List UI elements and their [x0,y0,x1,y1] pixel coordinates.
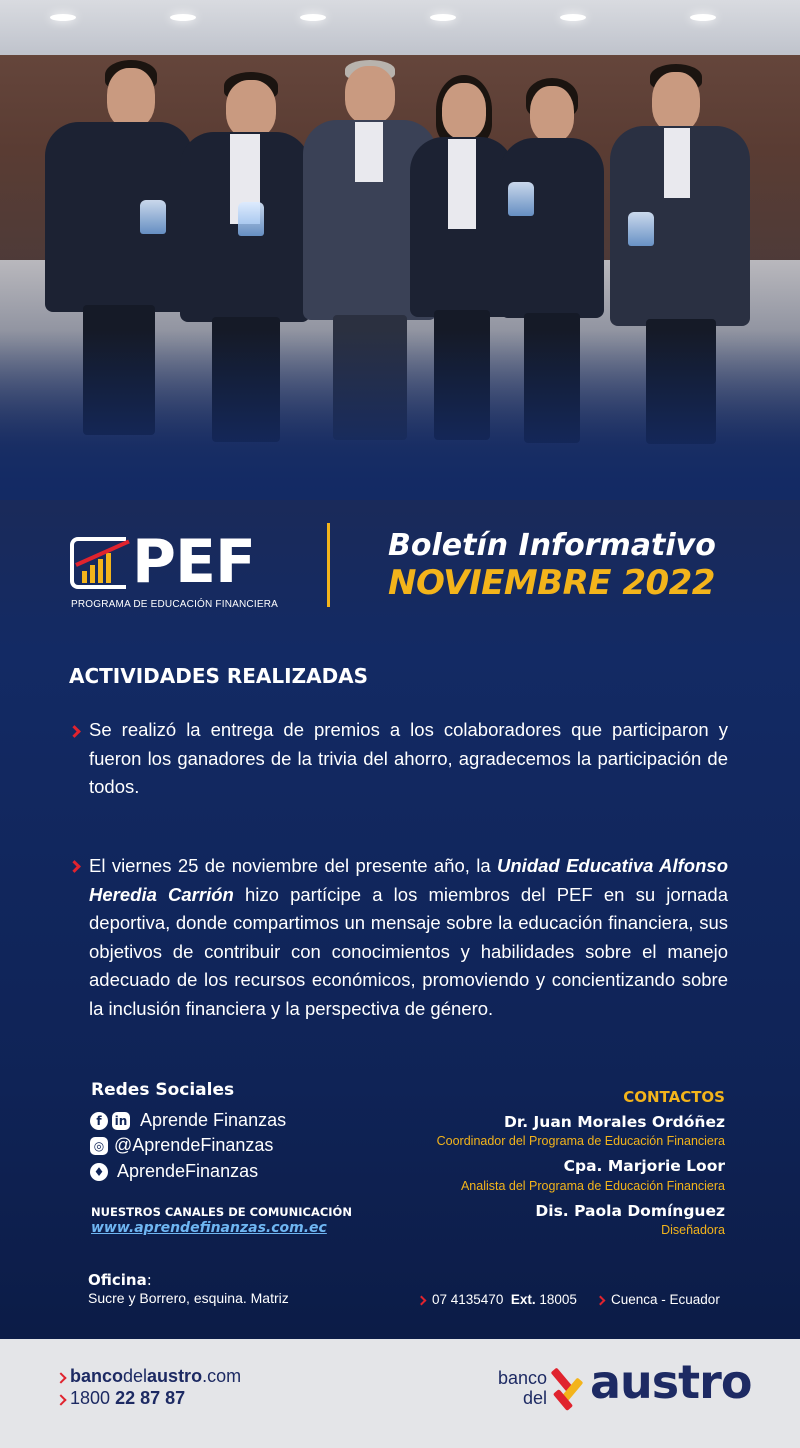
ceiling-light [170,14,196,21]
ceiling-light [300,14,326,21]
bank-mark-icon [553,1367,583,1413]
pef-logo [70,527,278,613]
bank-logo-wordmark: austro [590,1355,752,1409]
footer-website[interactable] [70,1366,241,1387]
social-facebook-label: Aprende Finanzas [140,1110,287,1130]
activity-item-1: Se realizó la entrega de premios a los colaboradores que participaron y fueron los ganadores de la trivia del ahorro, agradecemos la participación de todos. [89,719,728,797]
footer-phone-bold: 22 87 87 [115,1388,186,1408]
logo-wordmark: PEF [132,527,255,597]
contact-name: Dis. Paola Domínguez [535,1202,725,1220]
contact-role: Diseñadora [661,1223,725,1237]
activity-item-2 [89,852,728,1023]
activities-title: ACTIVIDADES REALIZADAS [69,664,369,688]
office-city: Cuenca - Ecuador [611,1292,720,1307]
photo-ceiling [0,0,800,55]
bank-logo-small-text [485,1368,547,1408]
office-label-text: Oficina [88,1271,147,1289]
footer-web-part: austro [147,1366,203,1386]
twitter-icon[interactable]: ♦ [90,1163,108,1181]
contact-role: Analista del Programa de Educación Financiera [460,1179,725,1193]
social-instagram[interactable] [90,1135,273,1156]
footer-phone-pre: 1800 [70,1388,111,1408]
instagram-icon[interactable]: ◎ [90,1137,108,1155]
chevron-right-icon [68,725,81,738]
chevron-right-icon [68,860,81,873]
office-address: Sucre y Borrero, esquina. Matriz [88,1290,289,1306]
social-twitter[interactable] [90,1161,258,1182]
footer-phone[interactable] [70,1388,185,1409]
ceiling-light [560,14,586,21]
header-divider [327,523,330,607]
chevron-right-icon [596,1296,606,1306]
group-photo [0,0,800,500]
contacts-title: CONTACTOS [623,1088,725,1106]
footer-web-part: del [123,1366,148,1386]
social-instagram-label: @AprendeFinanzas [114,1135,274,1155]
footer-web-part: banco [70,1366,124,1386]
ceiling-light [690,14,716,21]
activity-item-2-highlight: Unidad Educativa Alfonso Heredia Carrión [89,855,729,905]
photo-fade [0,330,800,500]
ext-number: 18005 [539,1292,577,1307]
chevron-right-icon [417,1296,427,1306]
social-twitter-label: AprendeFinanzas [117,1161,259,1181]
office-label-colon: : [146,1271,152,1289]
website-link[interactable]: www.aprendefinanzas.com.ec [91,1220,327,1236]
bulletin-title: Boletín Informativo [388,528,716,563]
contact-name: Dr. Juan Morales Ordóñez [503,1113,725,1131]
logo-subtitle: PROGRAMA DE EDUCACIÓN FINANCIERA [71,599,278,610]
footer-web-part: .com [202,1366,242,1386]
linkedin-icon[interactable]: in [112,1112,130,1130]
contact-role: Coordinador del Programa de Educación Financiera [436,1134,725,1148]
activity-item-2-post: hizo partícipe a los miembros del PEF en su jornada deportiva, donde compartimos un mensaje sobre la educación financiera, sus objetivos de contribuir con conocimientos y habilidades sobre el manejo adecuado de los recursos económicos, promoviendo y concientizando sobre la inclusión financiera y la perspectiva de género. [89,883,729,1019]
phone-number: 07 4135470 [432,1292,504,1307]
facebook-icon[interactable]: f [90,1112,108,1130]
office-label [88,1271,152,1289]
channels-label: NUESTROS CANALES DE COMUNICACIÓN [91,1205,352,1219]
social-facebook-linkedin[interactable] [90,1110,286,1131]
bulletin-month: NOVIEMBRE 2022 [388,563,715,603]
ceiling-light [50,14,76,21]
activity-item-2-pre: El viernes 25 de noviembre del presente año, la [89,855,498,876]
bank-logo-line: del [522,1388,547,1408]
office-phone[interactable] [432,1292,577,1307]
ceiling-light [430,14,456,21]
social-title: Redes Sociales [91,1080,235,1100]
contact-name: Cpa. Marjorie Loor [563,1157,725,1175]
bank-logo-line: banco [497,1368,547,1388]
ext-label: Ext. [510,1292,536,1307]
